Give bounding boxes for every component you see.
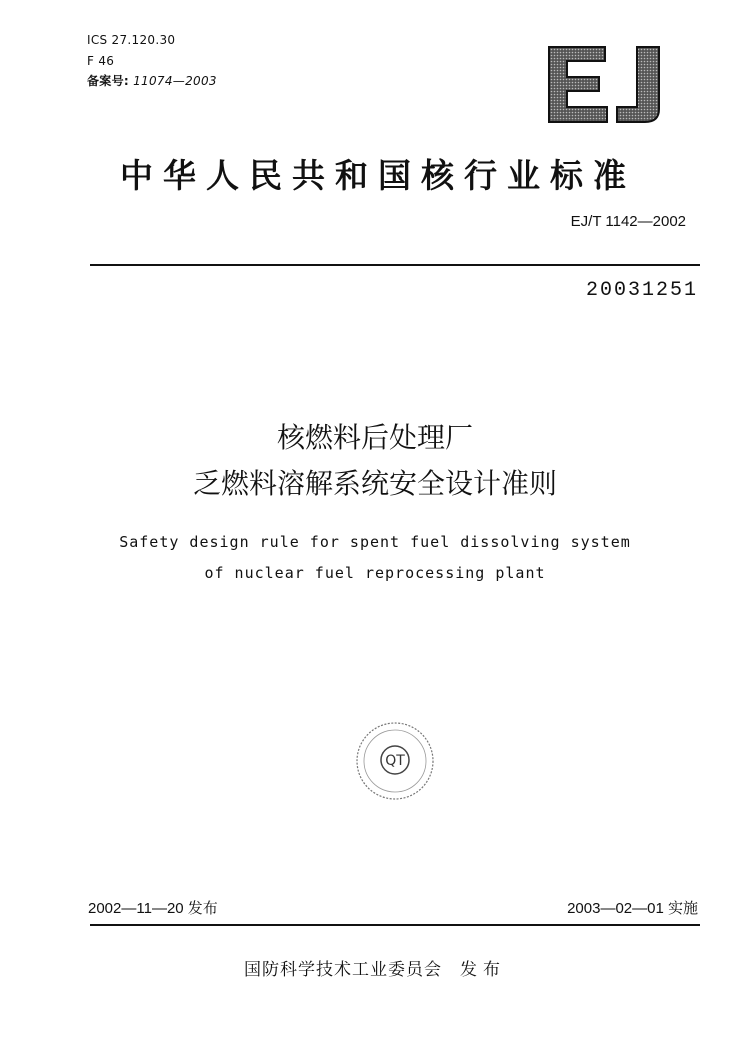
publisher-line: [0, 955, 750, 980]
ics-code: ICS 27.120.30: [87, 33, 176, 47]
bottom-divider: [90, 924, 700, 926]
seal-stamp: [354, 720, 436, 802]
national-standard-title: 中华人民共和国核行业标准: [120, 156, 636, 195]
ej-logo: [547, 45, 662, 125]
issue-date: 2002—11—20 发布: [88, 900, 218, 917]
english-title-line-2: of nuclear fuel reprocessing plant: [204, 564, 546, 582]
english-title-line-1: Safety design rule for spent fuel dissolving system: [119, 533, 631, 551]
title-line-1: 核燃料后处理厂: [276, 421, 473, 454]
standard-number: EJ/T 1142—2002: [570, 213, 686, 230]
classification-code: F 46: [87, 54, 115, 68]
publisher-name: 国防科学技术工业委员会: [244, 960, 442, 980]
document-title-chinese: [0, 415, 750, 507]
seal-text: QT: [385, 753, 405, 769]
implementation-date: 2003—02—01 实施: [567, 900, 698, 917]
document-title-english: [0, 527, 750, 589]
title-line-2: 乏燃料溶解系统安全设计准则: [192, 467, 557, 500]
publish-action: 发布: [460, 960, 506, 980]
record-label: 备案号:: [87, 74, 129, 88]
top-divider: [90, 264, 700, 266]
record-number: [87, 72, 217, 89]
record-value: 11074—2003: [133, 74, 217, 88]
stamped-number: 20031251: [585, 279, 698, 302]
